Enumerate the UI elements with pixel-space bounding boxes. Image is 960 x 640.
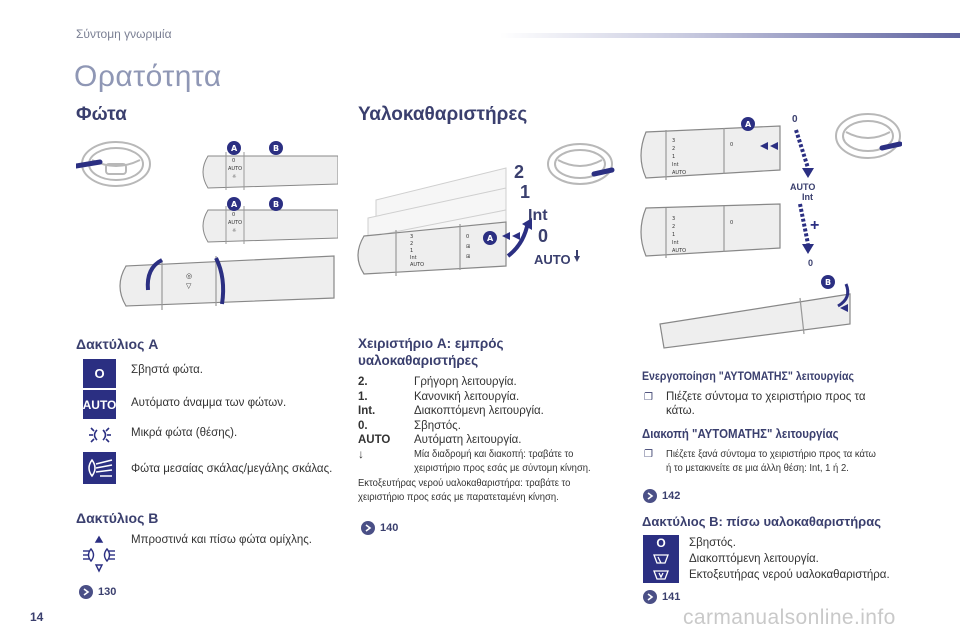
washer-text: Εκτοξευτήρας νερού υαλοκαθαριστήρα: τραβάτε το χειριστήριο προς εσάς με παρατεταμένη κίνηση.	[358, 477, 571, 503]
ref-130[interactable]: 130	[79, 585, 116, 599]
svg-text:3: 3	[672, 216, 676, 222]
svg-text:0: 0	[466, 234, 470, 240]
svg-text:3: 3	[672, 138, 676, 144]
auto-deactivate-text: Πιέζετε ξανά σύντομα το χειριστήριο προς τα κάτω ή το μετακινείτε σε μια άλλη θέση: Int, 1 ή 2.	[666, 448, 876, 474]
svg-text:0: 0	[232, 158, 236, 164]
arrow-right-icon	[361, 521, 375, 535]
lights-heading: Φώτα	[76, 104, 127, 125]
ref-140[interactable]: 140	[361, 521, 398, 535]
wiper-mode-row: Int. Διακοπτόμενη λειτουργία.	[358, 405, 544, 417]
ring-a-off-text: Σβηστά φώτα.	[131, 364, 203, 376]
svg-text:0: 0	[792, 114, 798, 125]
svg-text:⊞: ⊞	[466, 244, 471, 250]
page-title: Ορατότητα	[74, 60, 222, 93]
svg-text:1: 1	[672, 232, 676, 238]
ring-a-auto-text: Αυτόματο άναμμα των φώτων.	[131, 397, 287, 409]
svg-text:2: 2	[672, 146, 676, 152]
svg-text:0: 0	[232, 212, 236, 218]
svg-text:+: +	[810, 217, 820, 234]
svg-text:0: 0	[730, 220, 734, 226]
svg-text:0: 0	[808, 258, 814, 268]
svg-text:◎: ◎	[186, 272, 193, 280]
svg-text:2: 2	[514, 162, 525, 182]
steering-wheel-icon	[548, 144, 612, 184]
single-wipe-text: Μία διαδρομή και διακοπή: τραβάτε το χειριστήριο προς εσάς με σύντομη κίνηση.	[414, 448, 591, 474]
headlights-icon	[83, 452, 116, 484]
fog-lights-icon	[80, 534, 118, 576]
svg-text:AUTO: AUTO	[672, 248, 687, 254]
ring-b-heading: Δακτύλιος B	[76, 510, 159, 526]
svg-text:1: 1	[672, 154, 676, 160]
arrow-right-icon	[79, 585, 93, 599]
header-section-label: Σύντομη γνωριμία	[76, 27, 172, 41]
stalk-top	[203, 152, 338, 190]
svg-text:1: 1	[520, 182, 531, 202]
svg-text:Int: Int	[672, 162, 679, 168]
svg-text:A: A	[231, 200, 238, 209]
wiper-mode-row: AUTO Αυτόματη λειτουργία.	[358, 434, 522, 446]
stalk-a-heading: Χειριστήριο A: εμπρός υαλοκαθαριστήρες	[358, 336, 504, 368]
svg-text:AUTO: AUTO	[534, 252, 571, 267]
svg-text:Int: Int	[672, 240, 679, 246]
wiper-modes-list	[358, 375, 544, 448]
wiper-mode-row: 0. Σβηστός.	[358, 419, 461, 432]
arrow-right-icon	[643, 590, 657, 604]
wiper-stalk-illustration	[356, 138, 618, 324]
auto-activate-text: Πιέζετε σύντομα το χειριστήριο προς τα κάτω.	[666, 391, 866, 417]
bullet-icon: ❐	[644, 449, 653, 460]
svg-text:AUTO: AUTO	[410, 262, 425, 268]
rear-wiper-intermittent-icon	[643, 551, 679, 567]
ref-141[interactable]: 141	[643, 590, 680, 604]
list-item: Σβηστός.	[689, 537, 736, 549]
ring-b-text: Μπροστινά και πίσω φώτα ομίχλης.	[131, 534, 313, 546]
svg-text:A: A	[745, 120, 752, 129]
list-item: Διακοπτόμενη λειτουργία.	[689, 553, 819, 565]
svg-text:B: B	[273, 144, 280, 153]
svg-text:☼: ☼	[232, 228, 237, 234]
svg-text:Int: Int	[410, 255, 417, 261]
wiper-mode-row: 1. Κανονική λειτουργία.	[358, 390, 520, 403]
svg-text:2: 2	[410, 241, 414, 247]
down-arrow-icon: ↓	[358, 447, 364, 461]
list-item: Εκτοξευτήρας νερού υαλοκαθαριστήρα.	[689, 569, 890, 581]
svg-text:1: 1	[410, 248, 414, 254]
svg-text:0: 0	[730, 142, 734, 148]
svg-text:0: 0	[538, 226, 549, 246]
svg-text:▽: ▽	[186, 282, 192, 290]
arrow-right-icon	[643, 489, 657, 503]
svg-text:2: 2	[672, 224, 676, 230]
watermark: carmanualsonline.info	[683, 606, 896, 629]
steering-wheel-icon	[836, 114, 900, 158]
svg-text:⊞: ⊞	[466, 254, 471, 260]
lights-stalk-illustration	[76, 138, 338, 324]
svg-text:A: A	[487, 234, 494, 243]
ring-a-side-text: Μικρά φώτα (θέσης).	[131, 427, 238, 439]
svg-text:AUTO: AUTO	[228, 166, 243, 172]
header-bar	[500, 33, 960, 38]
side-lights-icon	[83, 420, 116, 449]
svg-text:B: B	[825, 278, 832, 287]
off-icon: O	[83, 359, 116, 388]
ref-142[interactable]: 142	[643, 489, 680, 503]
svg-text:Int: Int	[528, 207, 548, 224]
ring-a-headlights-text: Φώτα μεσαίας σκάλας/μεγάλης σκάλας.	[131, 463, 333, 475]
bullet-icon: ❐	[644, 392, 653, 403]
svg-text:AUTO: AUTO	[228, 220, 243, 226]
stalk-middle	[203, 206, 338, 244]
svg-text:AUTO: AUTO	[790, 182, 816, 192]
svg-text:AUTO: AUTO	[672, 170, 687, 176]
auto-activate-heading: Ενεργοποίηση "ΑΥΤΟΜΑΤΗΣ" λειτουργίας	[642, 369, 854, 383]
rear-wiper-list	[689, 536, 890, 582]
ring-a-heading: Δακτύλιος A	[76, 336, 159, 352]
auto-icon: AUTO	[83, 390, 116, 419]
wipers-heading: Υαλοκαθαριστήρες	[358, 104, 528, 125]
svg-text:A: A	[231, 144, 238, 153]
rear-wiper-icon-panel	[643, 535, 679, 583]
rear-wiper-heading: Δακτύλιος B: πίσω υαλοκαθαριστήρας	[642, 514, 881, 529]
stalk-bottom	[120, 256, 334, 310]
svg-text:Int: Int	[802, 192, 813, 202]
svg-text:☼: ☼	[232, 174, 237, 180]
wiper-mode-row: 2. Γρήγορη λειτουργία.	[358, 376, 517, 388]
svg-text:3: 3	[410, 234, 414, 240]
rear-washer-icon	[643, 567, 679, 583]
rear-wiper-off-icon: O	[656, 536, 666, 550]
auto-deactivate-heading: Διακοπή "ΑΥΤΟΜΑΤΗΣ" λειτουργίας	[642, 426, 839, 441]
auto-mode-illustration	[640, 108, 902, 358]
svg-text:B: B	[273, 200, 280, 209]
page-number: 14	[30, 610, 44, 624]
